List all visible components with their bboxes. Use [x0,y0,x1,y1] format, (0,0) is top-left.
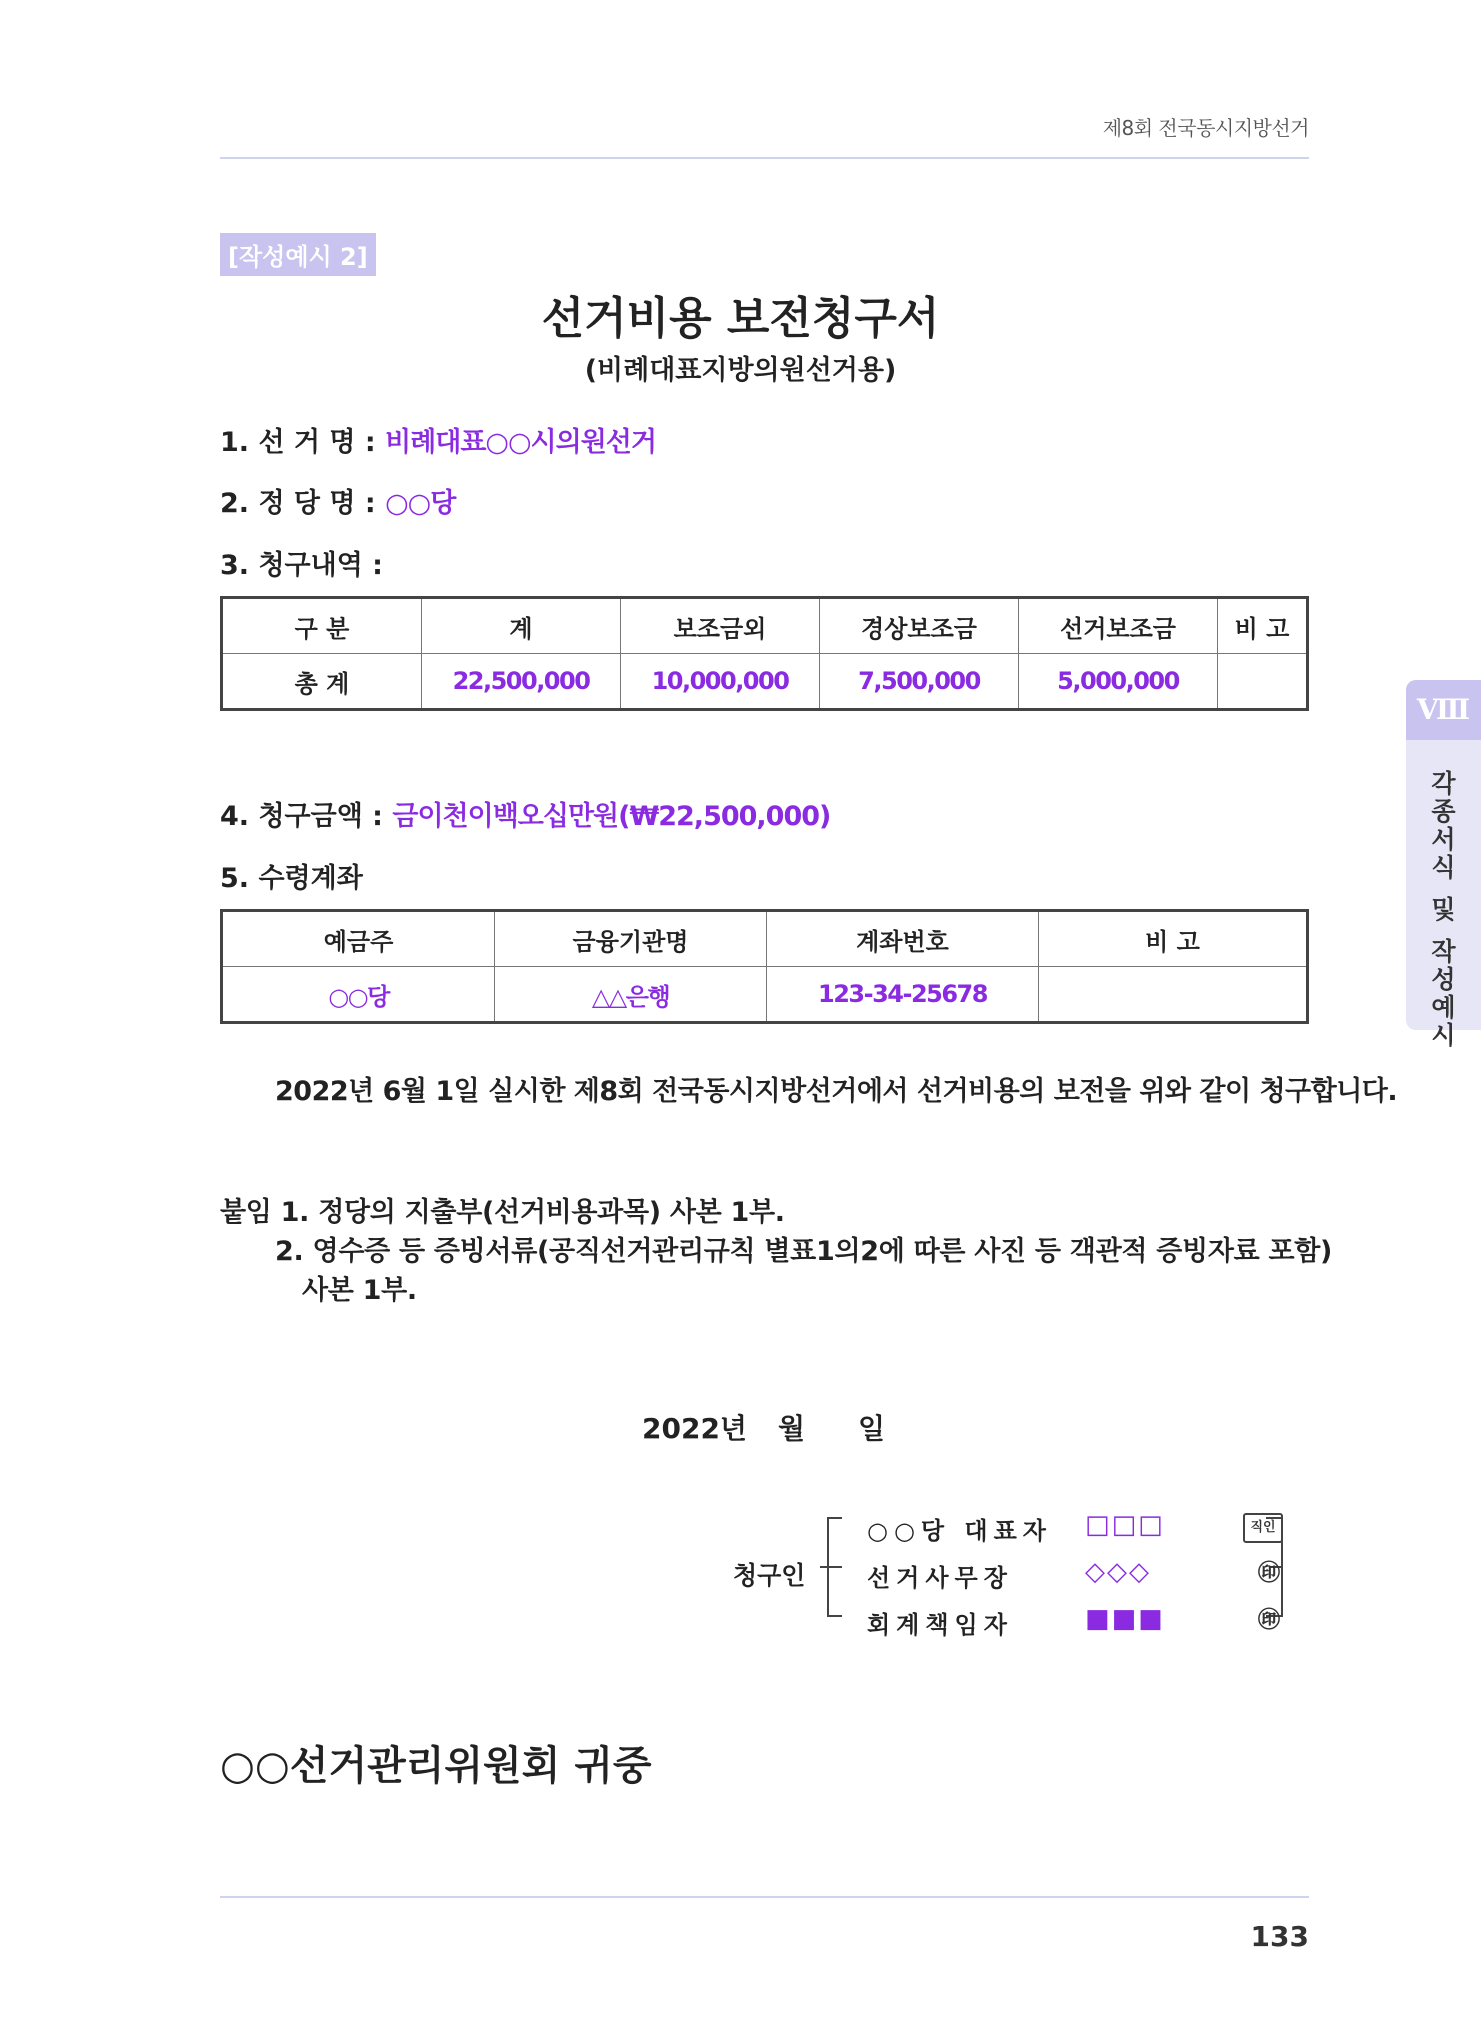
example-tag: [작성예시 2] [220,233,376,276]
amount-label: 4. 청구금액 : [220,801,393,832]
date-month: 월 [778,1412,806,1445]
account-header-row [222,911,1308,967]
seal-mark-office-manager: ㊞ [1258,1561,1281,1586]
header-divider [220,157,1309,159]
document-title: 선거비용 보전청구서 [541,293,940,344]
claim-statement: 2022년 6월 1일 실시한 제8회 전국동시지방선거에서 선거비용의 보전을 위와 같이 청구합니다. [275,1076,1398,1107]
party-field [220,481,455,520]
bank-name-value: △△은행 [495,967,767,1023]
claims-total-value: 22,500,000 [422,654,621,710]
account-header-cell: 금융기관명 [495,911,767,967]
date-day: 일 [858,1412,886,1445]
document-subtitle: (비례대표지방의원선거용) [584,355,897,386]
party-value: ○○당 [385,488,456,519]
section-label-text: 각 종 서 식 및 작 성 예 시 [1431,769,1456,1050]
attachment-line-1: 붙임 1. 정당의 지출부(선거비용과목) 사본 1부. [220,1197,785,1228]
signer-role-representative: ○○당 대표자 [867,1517,1052,1545]
claims-header-cell: 보조금외 [621,598,820,654]
election-value: 비례대표○○시의원선거 [385,427,656,458]
claims-election-subsidy-value: 5,000,000 [1019,654,1218,710]
claims-header-cell: 계 [422,598,621,654]
account-table [220,909,1309,1024]
claims-label: 3. 청구내역 : [220,550,383,581]
chapter-tab: Ⅷ [1406,680,1481,740]
claims-non-subsidy-value: 10,000,000 [621,654,820,710]
seal-mark-accountant: ㊞ [1258,1608,1281,1633]
footer-divider [220,1896,1309,1898]
signer-name-office-manager: ◇◇◇ [1085,1557,1151,1587]
account-header-cell: 비 고 [1039,911,1308,967]
account-header-cell: 계좌번호 [767,911,1039,967]
signer-name-representative: □□□ [1085,1510,1165,1540]
account-data-row [222,967,1308,1023]
claims-header-cell: 구 분 [222,598,422,654]
election-label: 1. 선 거 명 : [220,427,386,458]
party-label: 2. 정 당 명 : [220,488,386,519]
account-label: 5. 수령계좌 [220,863,363,894]
election-field [220,420,656,459]
claims-header-cell: 경상보조금 [820,598,1019,654]
page-number: 133 [1250,1920,1309,1953]
signer-role-office-manager: 선거사무장 [867,1564,1013,1592]
claims-ordinary-subsidy-value: 7,500,000 [820,654,1019,710]
claims-remarks-value [1218,654,1308,710]
amount-value: 금이천이백오십만원(₩22,500,000) [392,801,831,832]
attachment-line-2: 2. 영수증 등 증빙서류(공직선거관리규칙 별표1의2에 따른 사진 등 객관적 증빙자료 포함) [275,1236,1333,1267]
attachment-line-3: 사본 1부. [302,1275,417,1306]
date-year: 2022년 [642,1412,747,1445]
claims-table [220,596,1309,711]
claimant-label: 청구인 [733,1561,806,1590]
account-holder-value: ○○당 [222,967,495,1023]
claims-row-label: 총 계 [222,654,422,710]
claims-header-cell: 선거보조금 [1019,598,1218,654]
signer-name-accountant: ■■■ [1085,1604,1165,1634]
account-header-cell: 예금주 [222,911,495,967]
account-remarks-value [1039,967,1308,1023]
claims-header-row [222,598,1308,654]
addressee: ○○선거관리위원회 귀중 [220,1743,652,1789]
claims-total-row [222,654,1308,710]
account-number-value: 123-34-25678 [767,967,1039,1023]
claims-header-cell: 비 고 [1218,598,1308,654]
running-header: 제8회 전국동시지방선거 [1102,116,1309,140]
amount-field [220,794,830,833]
official-seal-mark: 직인 [1243,1513,1283,1543]
signer-role-accountant: 회계책임자 [867,1611,1013,1639]
section-label [1406,770,1481,1050]
